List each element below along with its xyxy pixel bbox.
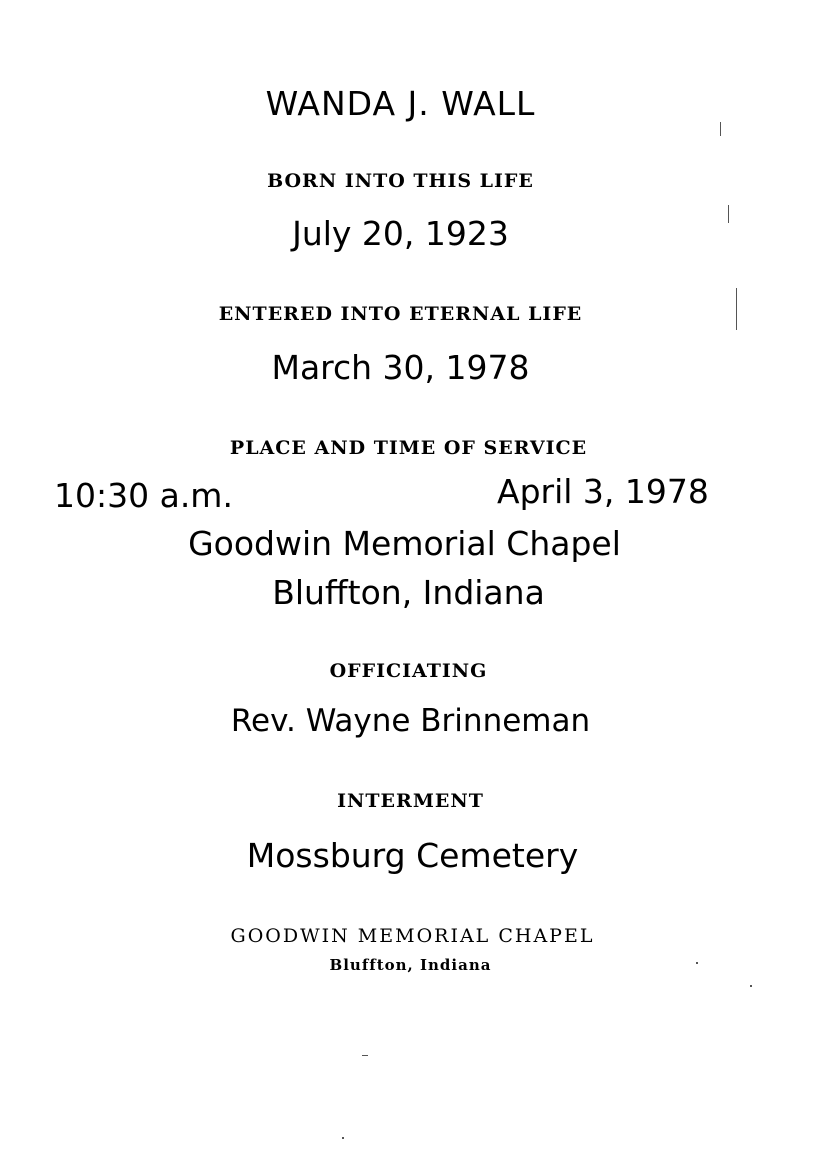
- service-place: Goodwin Memorial Chapel: [188, 524, 621, 563]
- deceased-name: WANDA J. WALL: [265, 84, 536, 123]
- born-heading: BORN INTO THIS LIFE: [267, 170, 534, 192]
- service-city: Bluffton, Indiana: [272, 573, 545, 612]
- interment-heading: INTERMENT: [337, 790, 484, 812]
- scan-mark: [696, 962, 698, 964]
- scan-mark: [728, 205, 729, 223]
- service-time: 10:30 a.m.: [54, 476, 233, 515]
- cemetery-name: Mossburg Cemetery: [246, 836, 579, 875]
- service-heading: PLACE AND TIME OF SERVICE: [229, 437, 588, 459]
- officiating-heading: OFFICIATING: [329, 660, 488, 682]
- scan-mark: [362, 1055, 368, 1056]
- scan-mark: [736, 288, 737, 330]
- entered-date: March 30, 1978: [271, 348, 530, 387]
- scan-mark: [342, 1137, 344, 1139]
- funeral-home-name: GOODWIN MEMORIAL CHAPEL: [230, 925, 595, 947]
- officiant-name: Rev. Wayne Brinneman: [230, 703, 591, 739]
- funeral-home-city: Bluffton, Indiana: [329, 956, 492, 974]
- born-date: July 20, 1923: [292, 214, 509, 253]
- scan-mark: [720, 122, 721, 136]
- scan-mark: [750, 985, 752, 987]
- service-date: April 3, 1978: [497, 472, 709, 511]
- entered-heading: ENTERED INTO ETERNAL LIFE: [218, 303, 583, 325]
